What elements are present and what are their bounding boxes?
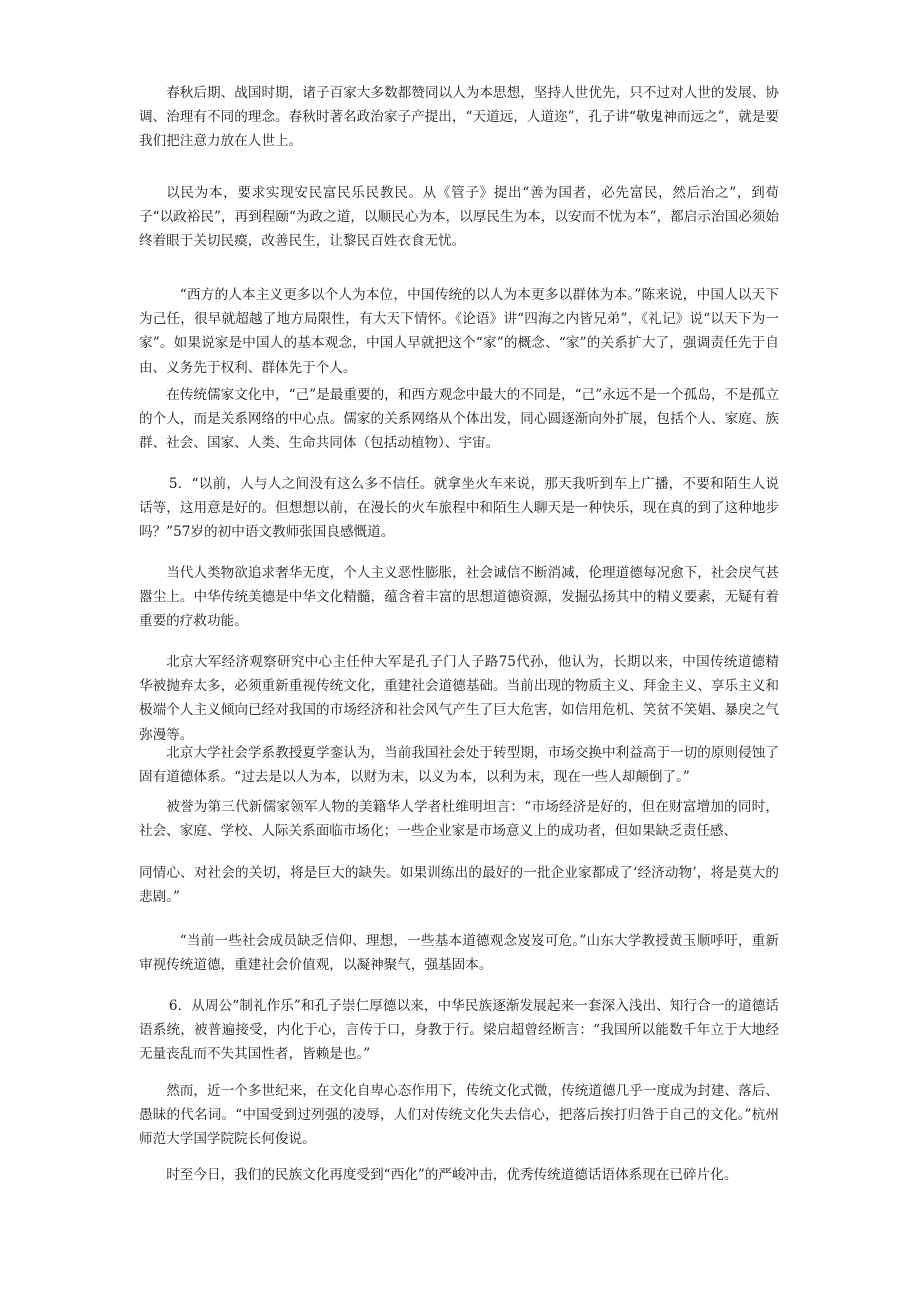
paragraph-12: 6．从周公“制礼作乐”和孔子崇仁厚德以来，中华民族逐渐发展起来一套深入浅出、知行合一的道德话语系统，被普遍接受，内化于心，言传于口，身教于行。梁启超曾经断言：“我国所以能数千年立于大地经无量丧乱而不失其国性者，皆赖是也。”	[139, 998, 779, 1063]
paragraph-1: 春秋后期、战国时期，诸子百家大多数都赞同以人为本思想，坚持人世优先，只不过对人世的发展、协调、治理有不同的理念。春秋时著名政治家子产提出，“天道远，人道迩”，孔子讲“敬鬼神而远之”，就是要我们把注意力放在人世上。	[139, 85, 779, 150]
paragraph-13: 然而，近一个多世纪来，在文化自卑心态作用下，传统文化式微，传统道德几乎一度成为封建、落后、愚昧的代名词。“中国受到过列强的凌辱，人们对传统文化失去信心，把落后挨打归咎于自己的文化。”杭州师范大学国学院院长何俊说。	[139, 1083, 779, 1148]
paragraph-4: 在传统儒家文化中，“己”是最重要的，和西方观念中最大的不同是，“己”永远不是一个孤岛，不是孤立的个人，而是关系网络的中心点。儒家的关系网络从个体出发，同心圆逐渐向外扩展，包括个人、家庭、族群、社会、国家、人类、生命共同体（包括动植物）、宇宙。	[139, 387, 779, 452]
paragraph-6: 当代人类物欲追求奢华无度，个人主义恶性膨胀，社会诚信不断消减，伦理道德每况愈下，社会戾气甚嚣尘上。中华传统美德是中华文化精髓，蕴含着丰富的思想道德资源，发掘弘扬其中的精义要素，无疑有着重要的疗救功能。	[139, 565, 779, 630]
paragraph-2: 以民为本，要求实现安民富民乐民教民。从《管子》提出“善为国者，必先富民，然后治之”，到荀子“以政裕民”，再到程颐“为政之道，以顺民心为本，以厚民生为本，以安而不忧为本”，都启示治国必须始终着眼于关切民瘼，改善民生，让黎民百姓衣食无忧。	[139, 185, 779, 250]
paragraph-10: 同情心、对社会的关切，将是巨大的缺失。如果训练出的最好的一批企业家都成了‘经济动物’，将是莫大的悲剧。”	[139, 865, 779, 906]
paragraph-9: 被誉为第三代新儒家领军人物的美籍华人学者杜维明坦言：“市场经济是好的，但在财富增加的同时，社会、家庭、学校、人际关系面临市场化；一些企业家是市场意义上的成功者，但如果缺乏责任感、	[139, 799, 779, 840]
paragraph-3: “西方的人本主义更多以个人为本位，中国传统的以人为本更多以群体为本。”陈来说，中国人以天下为己任，很早就超越了地方局限性，有大天下情怀。《论语》讲“四海之内皆兄弟”，《礼记》说“以天下为一家”。如果说家是中国人的基本观念，中国人早就把这个“家”的概念、“家”的关系扩大了，强调责任先于自由、义务先于权利、群体先于个人。	[139, 287, 779, 376]
paragraph-11: “当前一些社会成员缺乏信仰、理想，一些基本道德观念岌岌可危。”山东大学教授黄玉顺呼吁，重新审视传统道德，重建社会价值观，以凝神聚气，强基固本。	[139, 933, 779, 974]
paragraph-8: 北京大学社会学系教授夏学銮认为，当前我国社会处于转型期，市场交换中利益高于一切的原则侵蚀了固有道德体系。“过去是以人为本，以财为末，以义为本，以利为末，现在一些人却颠倒了。”	[139, 745, 779, 786]
paragraph-7: 北京大军经济观察研究中心主任仲大军是孔子门人子路75代孙，他认为，长期以来，中国传统道德精华被抛弃太多，必须重新重视传统文化，重建社会道德基础。当前出现的物质主义、拜金主义、享乐主义和极端个人主义倾向已经对我国的市场经济和社会风气产生了巨大危害，如信用危机、笑贫不笑娼、暴戾之气弥漫等。	[139, 654, 779, 743]
paragraph-14: 时至今日，我们的民族文化再度受到“西化”的严峻冲击，优秀传统道德话语体系现在已碎片化。	[166, 1167, 738, 1183]
paragraph-5: 5．“以前，人与人之间没有这么多不信任。就拿坐火车来说，那天我听到车上广播，不要和陌生人说话等，这用意是好的。但想想以前，在漫长的火车旅程中和陌生人聊天是一种快乐，现在真的到了这种地步吗？”57岁的初中语文教师张国良感慨道。	[139, 476, 779, 541]
